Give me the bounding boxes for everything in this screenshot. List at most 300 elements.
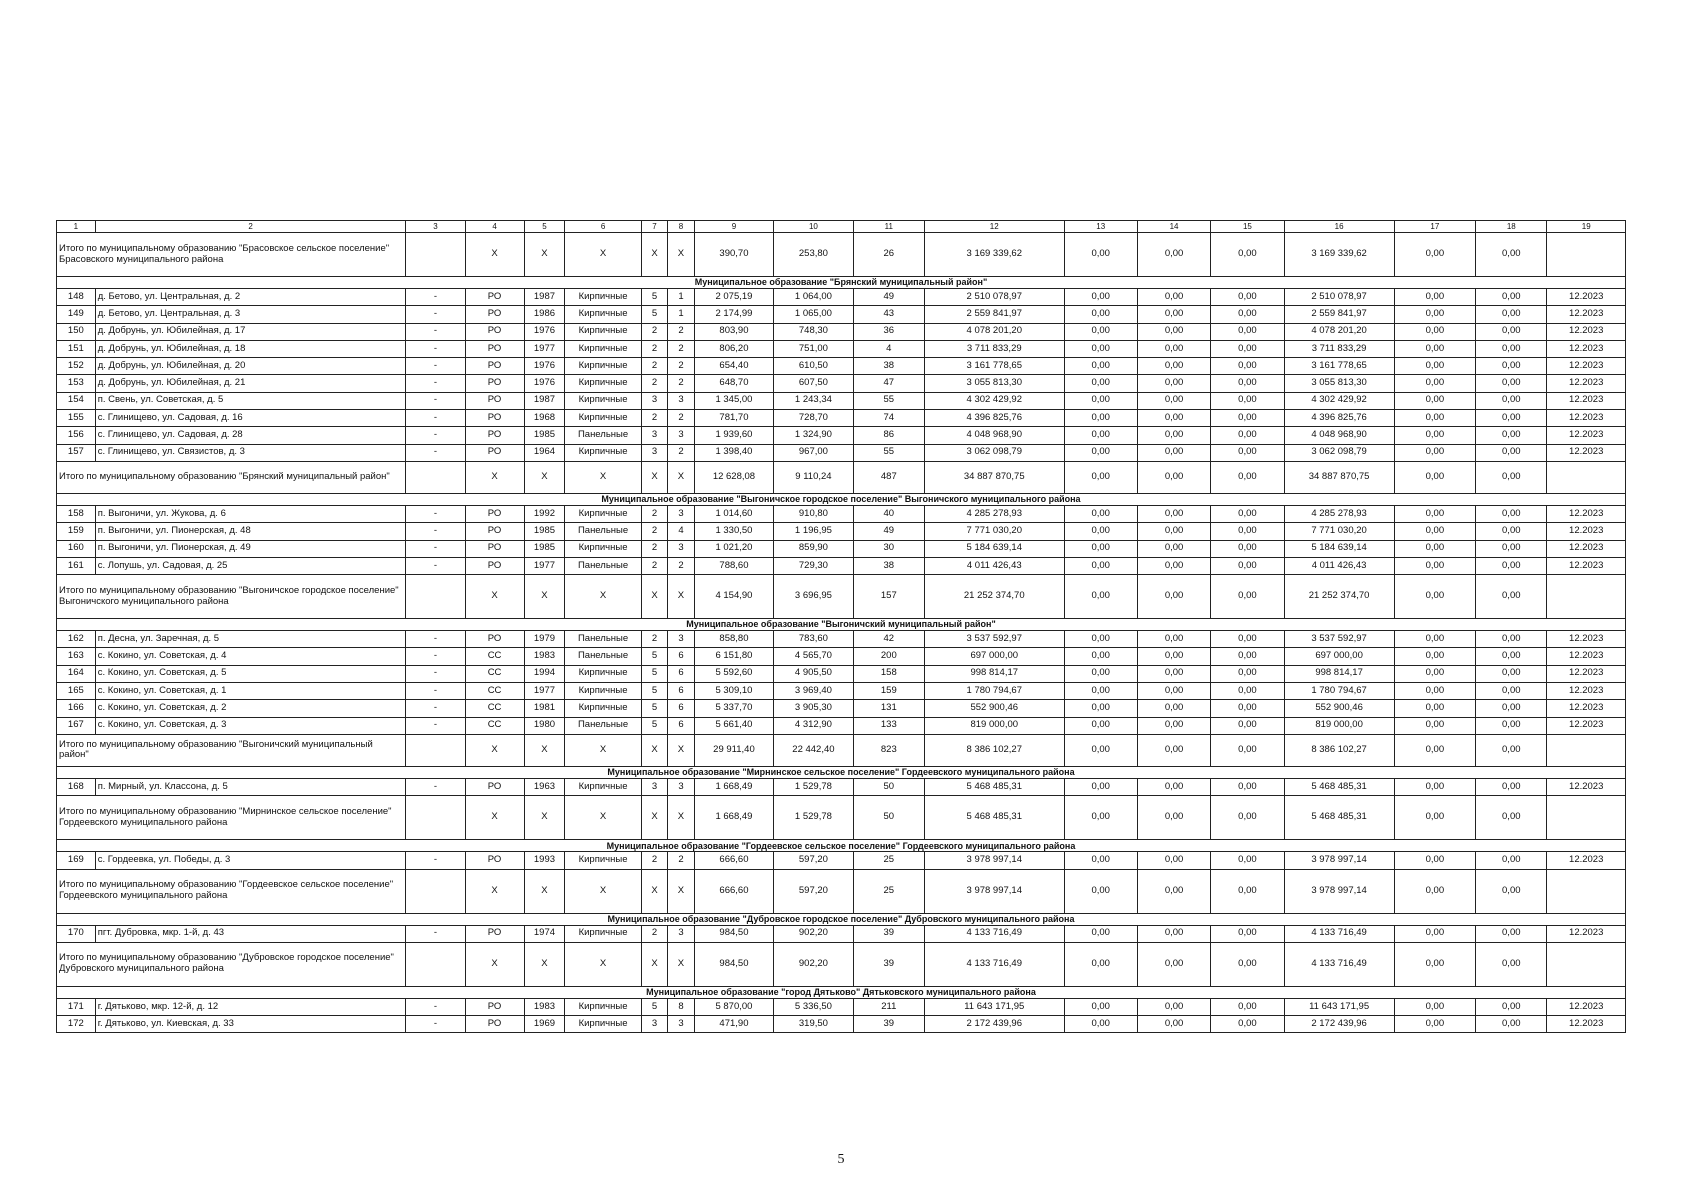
address-cell: с. Лопушь, ул. Садовая, д. 25	[95, 557, 406, 574]
column-number-cell: 4	[465, 221, 524, 233]
value-cell: 3 055 813,30	[1284, 375, 1394, 392]
value-cell: X	[641, 942, 667, 986]
value-cell: 3 978 997,14	[924, 852, 1064, 869]
value-cell: X	[565, 869, 641, 913]
value-cell: Кирпичные	[565, 1016, 641, 1033]
value-cell: 43	[853, 306, 924, 323]
row-number: 156	[57, 427, 96, 444]
value-cell: 2 559 841,97	[924, 306, 1064, 323]
address-cell: с. Кокино, ул. Советская, д. 2	[95, 700, 406, 717]
value-cell: 3 978 997,14	[1284, 852, 1394, 869]
value-cell: 5 592,60	[694, 665, 773, 682]
section-title: Муниципальное образование "Выгоничский муниципальный район"	[57, 619, 1626, 631]
value-cell: 654,40	[694, 358, 773, 375]
value-cell: 0,00	[1211, 1016, 1284, 1033]
value-cell: 2	[668, 444, 694, 461]
value-cell: 30	[853, 540, 924, 557]
value-cell: 0,00	[1211, 942, 1284, 986]
value-cell: 0,00	[1476, 700, 1547, 717]
value-cell: РО	[465, 392, 524, 409]
value-cell: -	[406, 540, 465, 557]
value-cell: 0,00	[1211, 852, 1284, 869]
value-cell: 157	[853, 575, 924, 619]
value-cell: -	[406, 852, 465, 869]
value-cell: 1963	[524, 778, 565, 795]
value-cell: 2	[641, 925, 667, 942]
value-cell: 36	[853, 323, 924, 340]
row-number: 171	[57, 998, 96, 1015]
section-title: Муниципальное образование "Выгоничское городское поселение" Выгоничского муниципального района	[57, 493, 1626, 505]
value-cell: 4 285 278,93	[1284, 505, 1394, 522]
value-cell: 0,00	[1476, 410, 1547, 427]
value-cell: 0,00	[1064, 392, 1137, 409]
value-cell: 4 133 716,49	[1284, 942, 1394, 986]
value-cell: 5 870,00	[694, 998, 773, 1015]
value-cell: 12.2023	[1547, 852, 1626, 869]
value-cell: 803,90	[694, 323, 773, 340]
value-cell: Кирпичные	[565, 540, 641, 557]
value-cell: 3	[668, 1016, 694, 1033]
value-cell: 0,00	[1064, 340, 1137, 357]
value-cell: -	[406, 340, 465, 357]
value-cell: 0,00	[1064, 925, 1137, 942]
value-cell: 1983	[524, 998, 565, 1015]
value-cell: 0,00	[1137, 505, 1210, 522]
value-cell: 1981	[524, 700, 565, 717]
value-cell: 728,70	[774, 410, 853, 427]
value-cell: 1 780 794,67	[924, 683, 1064, 700]
value-cell: 3	[641, 778, 667, 795]
value-cell: 4 133 716,49	[1284, 925, 1394, 942]
value-cell: 4 048 968,90	[1284, 427, 1394, 444]
value-cell: 0,00	[1211, 289, 1284, 306]
value-cell: 1 065,00	[774, 306, 853, 323]
column-number-cell: 6	[565, 221, 641, 233]
section-title: Муниципальное образование "Мирнинское сельское поселение" Гордеевского муниципального района	[57, 766, 1626, 778]
value-cell: -	[406, 700, 465, 717]
value-cell: 0,00	[1476, 925, 1547, 942]
value-cell: X	[524, 796, 565, 840]
value-cell	[406, 734, 465, 766]
total-row	[57, 942, 1626, 986]
value-cell: X	[524, 942, 565, 986]
row-number: 154	[57, 392, 96, 409]
document-body	[56, 220, 1626, 1033]
value-cell: 1976	[524, 375, 565, 392]
value-cell: 3	[641, 392, 667, 409]
value-cell: X	[524, 461, 565, 493]
value-cell: 0,00	[1394, 340, 1476, 357]
value-cell	[1547, 796, 1626, 840]
value-cell: 0,00	[1476, 306, 1547, 323]
value-cell: 0,00	[1064, 444, 1137, 461]
value-cell: 5	[641, 306, 667, 323]
value-cell: -	[406, 392, 465, 409]
value-cell: 34 887 870,75	[924, 461, 1064, 493]
value-cell: 0,00	[1137, 1016, 1210, 1033]
value-cell: 6	[668, 700, 694, 717]
address-cell: с. Кокино, ул. Советская, д. 3	[95, 717, 406, 734]
value-cell: X	[565, 233, 641, 277]
value-cell: 0,00	[1211, 717, 1284, 734]
address-cell: п. Свень, ул. Советская, д. 5	[95, 392, 406, 409]
value-cell	[406, 942, 465, 986]
value-cell: Кирпичные	[565, 505, 641, 522]
section-title: Муниципальное образование "Гордеевское сельское поселение" Гордеевского муниципального района	[57, 840, 1626, 852]
value-cell: 998 814,17	[1284, 665, 1394, 682]
value-cell: 5	[641, 717, 667, 734]
value-cell: 666,60	[694, 869, 773, 913]
value-cell: 6 151,80	[694, 648, 773, 665]
value-cell: 4 905,50	[774, 665, 853, 682]
value-cell: 2	[641, 523, 667, 540]
value-cell: РО	[465, 444, 524, 461]
value-cell: 0,00	[1064, 306, 1137, 323]
value-cell: 39	[853, 925, 924, 942]
value-cell: 1992	[524, 505, 565, 522]
value-cell: 1 196,95	[774, 523, 853, 540]
value-cell: 12.2023	[1547, 998, 1626, 1015]
section-header-row	[57, 840, 1626, 852]
value-cell: 50	[853, 778, 924, 795]
value-cell: 2 510 078,97	[1284, 289, 1394, 306]
value-cell: 0,00	[1137, 700, 1210, 717]
value-cell	[1547, 942, 1626, 986]
value-cell: X	[565, 461, 641, 493]
value-cell: РО	[465, 778, 524, 795]
row-number: 158	[57, 505, 96, 522]
table-row	[57, 700, 1626, 717]
value-cell: 2	[668, 375, 694, 392]
value-cell: 0,00	[1211, 998, 1284, 1015]
value-cell: 783,60	[774, 631, 853, 648]
address-cell: г. Дятьково, ул. Киевская, д. 33	[95, 1016, 406, 1033]
value-cell: -	[406, 665, 465, 682]
address-cell: с. Гордеевка, ул. Победы, д. 3	[95, 852, 406, 869]
value-cell: 0,00	[1211, 306, 1284, 323]
value-cell: X	[465, 796, 524, 840]
value-cell: 2	[668, 852, 694, 869]
row-number: 149	[57, 306, 96, 323]
value-cell: 0,00	[1476, 358, 1547, 375]
value-cell: 2	[641, 631, 667, 648]
value-cell: 25	[853, 852, 924, 869]
section-header-row	[57, 619, 1626, 631]
value-cell: -	[406, 683, 465, 700]
row-number: 162	[57, 631, 96, 648]
value-cell: 0,00	[1137, 852, 1210, 869]
total-label: Итого по муниципальному образованию "Выгоничское городское поселение" Выгоничского муниципального района	[57, 575, 406, 619]
value-cell: 0,00	[1211, 575, 1284, 619]
table-row	[57, 523, 1626, 540]
value-cell: 910,80	[774, 505, 853, 522]
value-cell: 597,20	[774, 869, 853, 913]
value-cell: 12.2023	[1547, 410, 1626, 427]
value-cell: 0,00	[1064, 575, 1137, 619]
value-cell: 1986	[524, 306, 565, 323]
table-row	[57, 557, 1626, 574]
column-number-cell: 16	[1284, 221, 1394, 233]
value-cell: 0,00	[1394, 323, 1476, 340]
value-cell: 0,00	[1476, 392, 1547, 409]
value-cell: 55	[853, 444, 924, 461]
address-cell: с. Глинищево, ул. Садовая, д. 28	[95, 427, 406, 444]
value-cell: 1985	[524, 523, 565, 540]
value-cell: 5 336,50	[774, 998, 853, 1015]
value-cell: 4 011 426,43	[924, 557, 1064, 574]
column-number-cell: 3	[406, 221, 465, 233]
value-cell: 211	[853, 998, 924, 1015]
value-cell: 0,00	[1211, 700, 1284, 717]
value-cell: 607,50	[774, 375, 853, 392]
value-cell: 390,70	[694, 233, 773, 277]
value-cell: 4 565,70	[774, 648, 853, 665]
address-cell: п. Мирный, ул. Классона, д. 5	[95, 778, 406, 795]
table-row	[57, 444, 1626, 461]
value-cell: 0,00	[1064, 648, 1137, 665]
value-cell: X	[641, 734, 667, 766]
value-cell: 0,00	[1137, 444, 1210, 461]
value-cell: 12.2023	[1547, 392, 1626, 409]
value-cell: 0,00	[1476, 852, 1547, 869]
value-cell: 2	[641, 375, 667, 392]
value-cell: 0,00	[1211, 648, 1284, 665]
value-cell: 86	[853, 427, 924, 444]
value-cell: 21 252 374,70	[1284, 575, 1394, 619]
value-cell: 12.2023	[1547, 717, 1626, 734]
value-cell: 1977	[524, 340, 565, 357]
value-cell: 0,00	[1137, 734, 1210, 766]
address-cell: п. Выгоничи, ул. Пионерская, д. 48	[95, 523, 406, 540]
address-cell: д. Бетово, ул. Центральная, д. 2	[95, 289, 406, 306]
total-label: Итого по муниципальному образованию "Брасовское сельское поселение" Брасовского муниципального района	[57, 233, 406, 277]
value-cell: 5	[641, 998, 667, 1015]
value-cell: 2	[641, 410, 667, 427]
value-cell: 0,00	[1394, 942, 1476, 986]
value-cell	[406, 796, 465, 840]
value-cell: СС	[465, 700, 524, 717]
value-cell: 0,00	[1211, 869, 1284, 913]
value-cell: 0,00	[1064, 540, 1137, 557]
value-cell: -	[406, 523, 465, 540]
value-cell: 2	[641, 540, 667, 557]
value-cell: 2 559 841,97	[1284, 306, 1394, 323]
value-cell: 0,00	[1064, 665, 1137, 682]
value-cell: 0,00	[1211, 631, 1284, 648]
table-row	[57, 778, 1626, 795]
table-body	[57, 221, 1626, 1033]
address-cell: п. Выгоничи, ул. Жукова, д. 6	[95, 505, 406, 522]
value-cell: Кирпичные	[565, 358, 641, 375]
value-cell: 0,00	[1211, 523, 1284, 540]
value-cell: 0,00	[1476, 444, 1547, 461]
value-cell: 4 078 201,20	[1284, 323, 1394, 340]
value-cell: 6	[668, 648, 694, 665]
value-cell: 3 537 592,97	[924, 631, 1064, 648]
value-cell: 0,00	[1476, 683, 1547, 700]
value-cell: 1976	[524, 323, 565, 340]
value-cell: 4 302 429,92	[1284, 392, 1394, 409]
value-cell: 1974	[524, 925, 565, 942]
table-row	[57, 540, 1626, 557]
value-cell: 3	[668, 540, 694, 557]
value-cell: 1 345,00	[694, 392, 773, 409]
value-cell: 5 468 485,31	[1284, 778, 1394, 795]
value-cell	[406, 233, 465, 277]
value-cell: 0,00	[1064, 523, 1137, 540]
table-row	[57, 998, 1626, 1015]
value-cell: 0,00	[1064, 233, 1137, 277]
value-cell: Кирпичные	[565, 683, 641, 700]
value-cell: -	[406, 358, 465, 375]
table-row	[57, 1016, 1626, 1033]
value-cell: 29 911,40	[694, 734, 773, 766]
value-cell	[1547, 869, 1626, 913]
value-cell: РО	[465, 289, 524, 306]
value-cell: 1983	[524, 648, 565, 665]
value-cell: Кирпичные	[565, 410, 641, 427]
value-cell: 0,00	[1137, 340, 1210, 357]
value-cell: 902,20	[774, 925, 853, 942]
value-cell: 648,70	[694, 375, 773, 392]
value-cell: 4 048 968,90	[924, 427, 1064, 444]
value-cell: 1 330,50	[694, 523, 773, 540]
value-cell: 1985	[524, 427, 565, 444]
value-cell: X	[641, 796, 667, 840]
value-cell: 319,50	[774, 1016, 853, 1033]
table-row	[57, 683, 1626, 700]
column-number-cell: 13	[1064, 221, 1137, 233]
value-cell: 0,00	[1394, 392, 1476, 409]
value-cell: Кирпичные	[565, 289, 641, 306]
value-cell: 1 780 794,67	[1284, 683, 1394, 700]
value-cell: X	[641, 233, 667, 277]
address-cell: с. Кокино, ул. Советская, д. 5	[95, 665, 406, 682]
value-cell: РО	[465, 925, 524, 942]
value-cell: 1 529,78	[774, 796, 853, 840]
value-cell: 3 696,95	[774, 575, 853, 619]
table-row	[57, 340, 1626, 357]
table-row	[57, 427, 1626, 444]
value-cell: 1 324,90	[774, 427, 853, 444]
row-number: 159	[57, 523, 96, 540]
address-cell: д. Добрунь, ул. Юбилейная, д. 21	[95, 375, 406, 392]
value-cell: 0,00	[1064, 323, 1137, 340]
row-number: 165	[57, 683, 96, 700]
value-cell: Кирпичные	[565, 375, 641, 392]
total-row	[57, 233, 1626, 277]
value-cell: 0,00	[1064, 505, 1137, 522]
value-cell: Кирпичные	[565, 392, 641, 409]
value-cell: 1	[668, 289, 694, 306]
value-cell: 38	[853, 358, 924, 375]
value-cell: 4 302 429,92	[924, 392, 1064, 409]
value-cell: -	[406, 306, 465, 323]
column-number-cell: 1	[57, 221, 96, 233]
value-cell: X	[465, 575, 524, 619]
value-cell: X	[641, 461, 667, 493]
value-cell: 0,00	[1137, 427, 1210, 444]
value-cell: -	[406, 444, 465, 461]
value-cell: 21 252 374,70	[924, 575, 1064, 619]
value-cell: 12.2023	[1547, 523, 1626, 540]
value-cell: 2	[641, 852, 667, 869]
value-cell: 0,00	[1476, 289, 1547, 306]
value-cell: 0,00	[1394, 375, 1476, 392]
value-cell	[1547, 233, 1626, 277]
row-number: 164	[57, 665, 96, 682]
column-number-cell: 8	[668, 221, 694, 233]
value-cell: 0,00	[1211, 358, 1284, 375]
value-cell: 5	[641, 700, 667, 717]
table-row	[57, 631, 1626, 648]
row-number: 161	[57, 557, 96, 574]
value-cell: X	[641, 575, 667, 619]
column-number-cell: 12	[924, 221, 1064, 233]
row-number: 160	[57, 540, 96, 557]
value-cell: -	[406, 427, 465, 444]
value-cell: 0,00	[1064, 700, 1137, 717]
value-cell: 7 771 030,20	[1284, 523, 1394, 540]
table-row	[57, 289, 1626, 306]
value-cell: 0,00	[1394, 557, 1476, 574]
value-cell: -	[406, 1016, 465, 1033]
row-number: 152	[57, 358, 96, 375]
value-cell: 1979	[524, 631, 565, 648]
value-cell: -	[406, 375, 465, 392]
value-cell: РО	[465, 1016, 524, 1033]
value-cell: 0,00	[1137, 942, 1210, 986]
value-cell: 0,00	[1211, 734, 1284, 766]
address-cell: пгт. Дубровка, мкр. 1-й, д. 43	[95, 925, 406, 942]
value-cell: 1976	[524, 358, 565, 375]
value-cell: 3 969,40	[774, 683, 853, 700]
value-cell: 2	[641, 323, 667, 340]
value-cell: 0,00	[1137, 998, 1210, 1015]
value-cell: -	[406, 505, 465, 522]
value-cell: 1	[668, 306, 694, 323]
value-cell: 5	[641, 665, 667, 682]
value-cell: -	[406, 289, 465, 306]
value-cell: РО	[465, 358, 524, 375]
value-cell: 0,00	[1394, 427, 1476, 444]
page-number: 5	[837, 1152, 845, 1167]
value-cell: 0,00	[1137, 796, 1210, 840]
value-cell: 0,00	[1476, 942, 1547, 986]
value-cell: 781,70	[694, 410, 773, 427]
address-cell: г. Дятьково, мкр. 12-й, д. 12	[95, 998, 406, 1015]
value-cell: 984,50	[694, 942, 773, 986]
value-cell: 0,00	[1137, 557, 1210, 574]
value-cell: X	[524, 575, 565, 619]
value-cell: 0,00	[1476, 461, 1547, 493]
row-number: 167	[57, 717, 96, 734]
value-cell: 1 939,60	[694, 427, 773, 444]
value-cell: 788,60	[694, 557, 773, 574]
value-cell: 0,00	[1394, 575, 1476, 619]
table-row	[57, 410, 1626, 427]
value-cell: 12.2023	[1547, 340, 1626, 357]
value-cell: 6	[668, 665, 694, 682]
value-cell: 131	[853, 700, 924, 717]
value-cell: X	[465, 734, 524, 766]
value-cell: 2	[668, 340, 694, 357]
address-cell: д. Бетово, ул. Центральная, д. 3	[95, 306, 406, 323]
value-cell: -	[406, 557, 465, 574]
value-cell: 0,00	[1394, 796, 1476, 840]
value-cell: 0,00	[1064, 942, 1137, 986]
value-cell: X	[565, 575, 641, 619]
